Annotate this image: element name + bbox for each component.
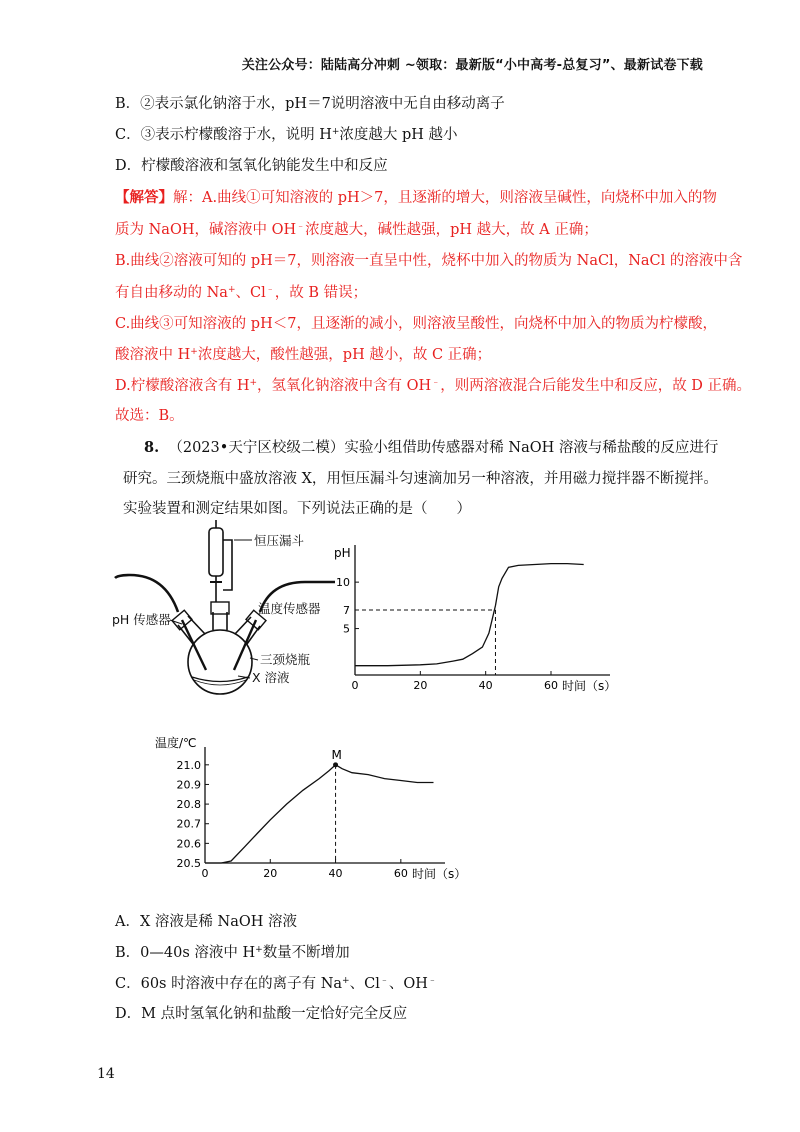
page-number: 14 (97, 1066, 115, 1082)
temp-point-m-label: M (331, 747, 342, 762)
ph-y-label: pH (334, 546, 351, 560)
label-ph-sensor: pH 传感器 (112, 612, 171, 627)
ph-x-label: 时间（s） (562, 679, 617, 693)
label-funnel: 恒压漏斗 (254, 533, 305, 548)
ph-x-tick-label: 40 (478, 679, 493, 692)
ph-x-tick-label: 20 (413, 679, 428, 692)
label-solution: X 溶液 (252, 670, 290, 685)
answer-line-1: 【解答】解：A.曲线①可知溶液的 pH＞7，且逐渐的增大，则溶液呈碱性，向烧杯中加入的物 (115, 189, 717, 206)
answer-tag: 【解答】 (115, 189, 173, 206)
ph-y-tick-label: 7 (343, 604, 350, 617)
answer-line-3: B.曲线②溶液可知的 pH＝7，则溶液一直呈中性，烧杯中加入的物质为 NaCl，NaCl 的溶液中含 (115, 253, 743, 269)
temp-y-tick-label: 21.0 (176, 758, 201, 772)
temp-point-m (333, 762, 338, 767)
temp-curve (205, 765, 434, 863)
ph-y-tick-label: 10 (336, 576, 350, 590)
temp-y-tick-label: 20.6 (176, 837, 201, 851)
ph-x-tick-label: 60 (544, 679, 558, 692)
option-b-prev: B．②表示氯化钠溶于水，pH＝7说明溶液中无自由移动离子 (115, 96, 505, 112)
label-flask: 三颈烧瓶 (260, 652, 311, 667)
answer-line-7: D.柠檬酸溶液含有 H+，氢氧化钠溶液中含有 OH﹣，则两溶液混合后能发生中和反应，故 D 正确。 (115, 378, 752, 394)
option-d-prev: D．柠檬酸溶液和氢氧化钠能发生中和反应 (115, 158, 388, 174)
temp-y-label: 温度/℃ (155, 736, 197, 750)
ph-chart (330, 535, 630, 700)
question-line-1: 8. （2023•天宁区校级二模）实验小组借助传感器对稀 NaOH 溶液与稀盐酸的反应进行 (144, 439, 719, 456)
ph-x-tick-label: 0 (351, 679, 359, 692)
temp-y-tick-label: 20.5 (176, 857, 201, 870)
temp-y-tick-label: 20.8 (176, 798, 201, 812)
ph-y-tick-label: 5 (343, 622, 350, 636)
option-c-prev: C．③表示柠檬酸溶于水，说明 H+浓度越大 pH 越小 (115, 127, 458, 143)
temp-y-tick-label: 20.9 (176, 778, 201, 792)
ph-curve (355, 564, 584, 666)
answer-line-4: 有自由移动的 Na+、Cl﹣，故 B 错误； (115, 285, 368, 301)
choice-c: C．60s 时溶液中存在的离子有 Na+、Cl﹣、OH﹣ (115, 976, 437, 992)
temp-y-tick-label: 20.7 (176, 817, 201, 831)
temp-x-tick-label: 0 (201, 867, 209, 880)
question-line-2: 研究。三颈烧瓶中盛放溶液 X，用恒压漏斗匀速滴加另一种溶液，并用磁力搅拌器不断搅拌。 (123, 471, 718, 487)
temp-x-tick-label: 20 (263, 867, 278, 880)
question-line-3: 实验装置和测定结果如图。下列说法正确的是（ ） (123, 501, 471, 517)
answer-line-8: 故选：B。 (115, 408, 184, 424)
choice-a: A．X 溶液是稀 NaOH 溶液 (115, 914, 297, 930)
apparatus-diagram (110, 520, 340, 695)
choice-d: D．M 点时氢氧化钠和盐酸一定恰好完全反应 (115, 1006, 408, 1022)
page-header: 关注公众号：陆陆高分冲刺 ~领取：最新版“小中高考-总复习”、最新试卷下载 (241, 58, 703, 73)
label-temp-sensor: 温度传感器 (258, 601, 321, 616)
answer-line-5: C.曲线③可知溶液的 pH＜7，且逐渐的减小，则溶液呈酸性，向烧杯中加入的物质为柠檬酸， (115, 316, 717, 332)
answer-line-6: 酸溶液中 H+浓度越大，酸性越强，pH 越小，故 C 正确； (115, 347, 492, 363)
temp-x-label: 时间（s） (412, 867, 467, 881)
question-number: 8. (144, 439, 160, 456)
choice-b: B．0—40s 溶液中 H+数量不断增加 (115, 945, 350, 961)
temp-x-tick-label: 60 (393, 867, 408, 880)
answer-line-2: 质为 NaOH，碱溶液中 OH﹣浓度越大，碱性越强，pH 越大，故 A 正确； (115, 222, 598, 238)
temperature-chart (150, 735, 480, 895)
temp-x-tick-label: 40 (328, 867, 343, 880)
